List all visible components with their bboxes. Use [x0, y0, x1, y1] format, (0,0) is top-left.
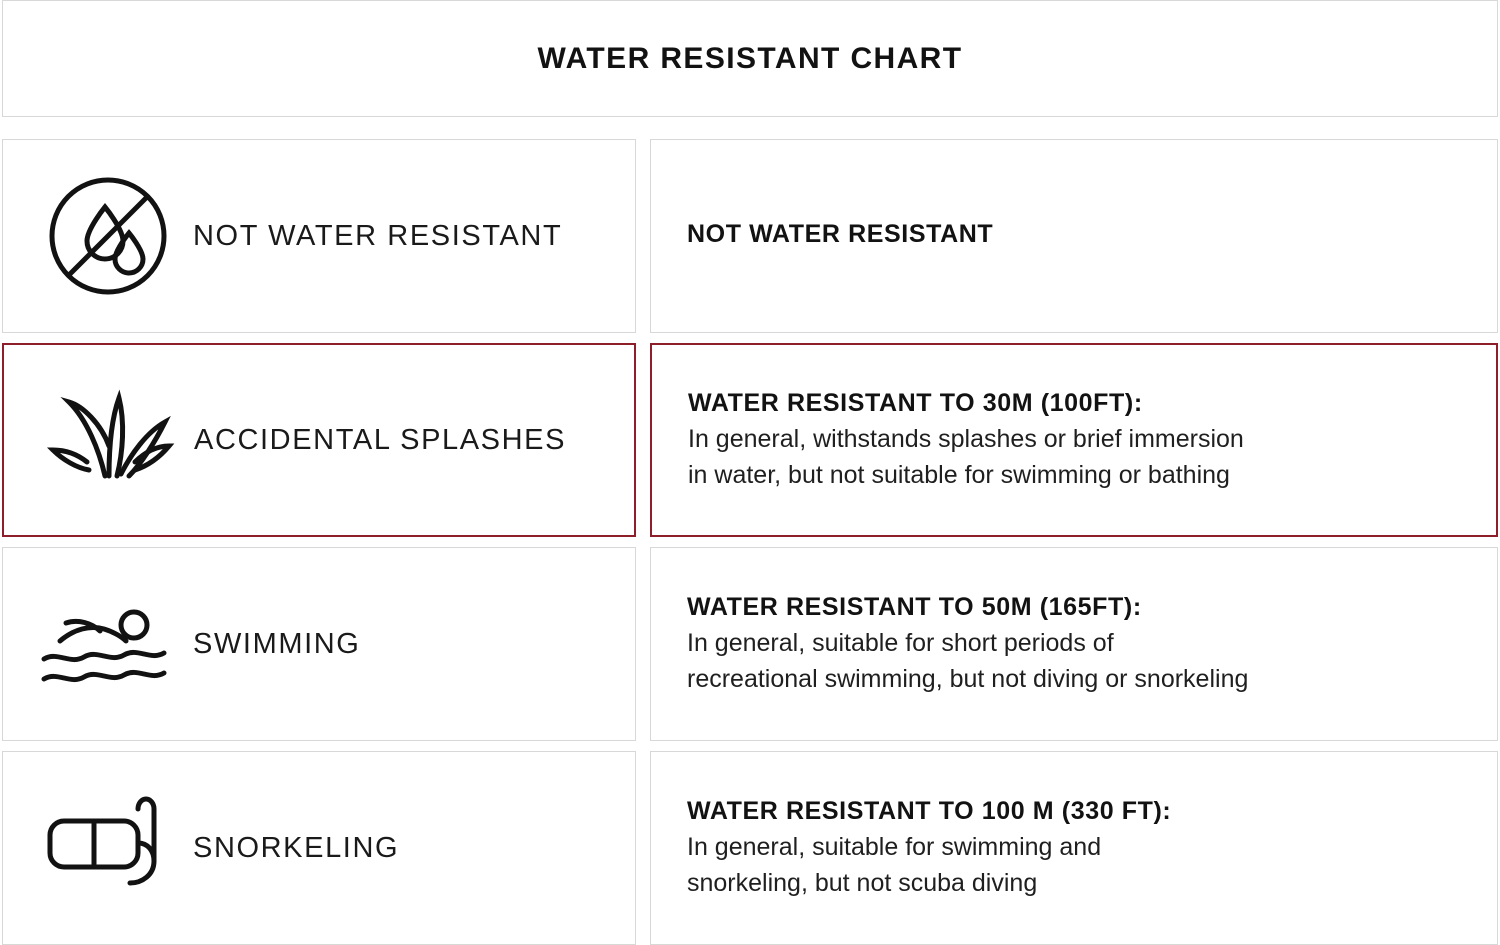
- row-icon-cell: [2, 547, 636, 741]
- chart-title-bar: [2, 0, 1498, 117]
- row-label: ACCIDENTAL SPLASHES: [194, 423, 567, 456]
- page-title: WATER RESISTANT CHART: [537, 41, 963, 75]
- row-label: NOT WATER RESISTANT: [193, 219, 563, 252]
- row-body-line: In general, withstands splashes or brief immersion: [688, 425, 1244, 454]
- table-row: [2, 139, 1498, 333]
- row-body: [687, 830, 1463, 901]
- table-row: [2, 343, 1498, 537]
- chart-rows: [0, 117, 1500, 945]
- row-icon-cell: [2, 343, 636, 537]
- row-body-line: In general, suitable for short periods of: [687, 629, 1114, 658]
- row-description-cell: [650, 547, 1498, 741]
- row-description-cell: [650, 343, 1498, 537]
- row-body-line: snorkeling, but not scuba diving: [687, 868, 1038, 897]
- row-body-line: In general, suitable for swimming and: [687, 833, 1102, 862]
- row-body: [688, 422, 1462, 493]
- snorkel-mask-icon: [33, 783, 183, 913]
- row-description-cell: [650, 751, 1498, 945]
- row-heading: WATER RESISTANT TO 30M (100FT):: [688, 388, 1143, 417]
- row-icon-cell: [2, 751, 636, 945]
- row-heading: NOT WATER RESISTANT: [687, 220, 994, 249]
- water-splash-icon: [34, 375, 184, 505]
- swimmer-icon: [33, 579, 183, 709]
- row-description-cell: [650, 139, 1498, 333]
- row-body: [687, 626, 1463, 697]
- row-heading: WATER RESISTANT TO 50M (165FT):: [687, 592, 1142, 621]
- table-row: [2, 751, 1498, 945]
- row-body-line: in water, but not suitable for swimming or bathing: [688, 460, 1230, 489]
- row-body-line: recreational swimming, but not diving or snorkeling: [687, 664, 1249, 693]
- row-icon-cell: [2, 139, 636, 333]
- row-heading: WATER RESISTANT TO 100 M (330 FT):: [687, 796, 1172, 825]
- table-row: [2, 547, 1498, 741]
- row-label: SWIMMING: [193, 627, 361, 660]
- row-label: SNORKELING: [193, 831, 400, 864]
- no-water-drops-icon: [33, 171, 183, 301]
